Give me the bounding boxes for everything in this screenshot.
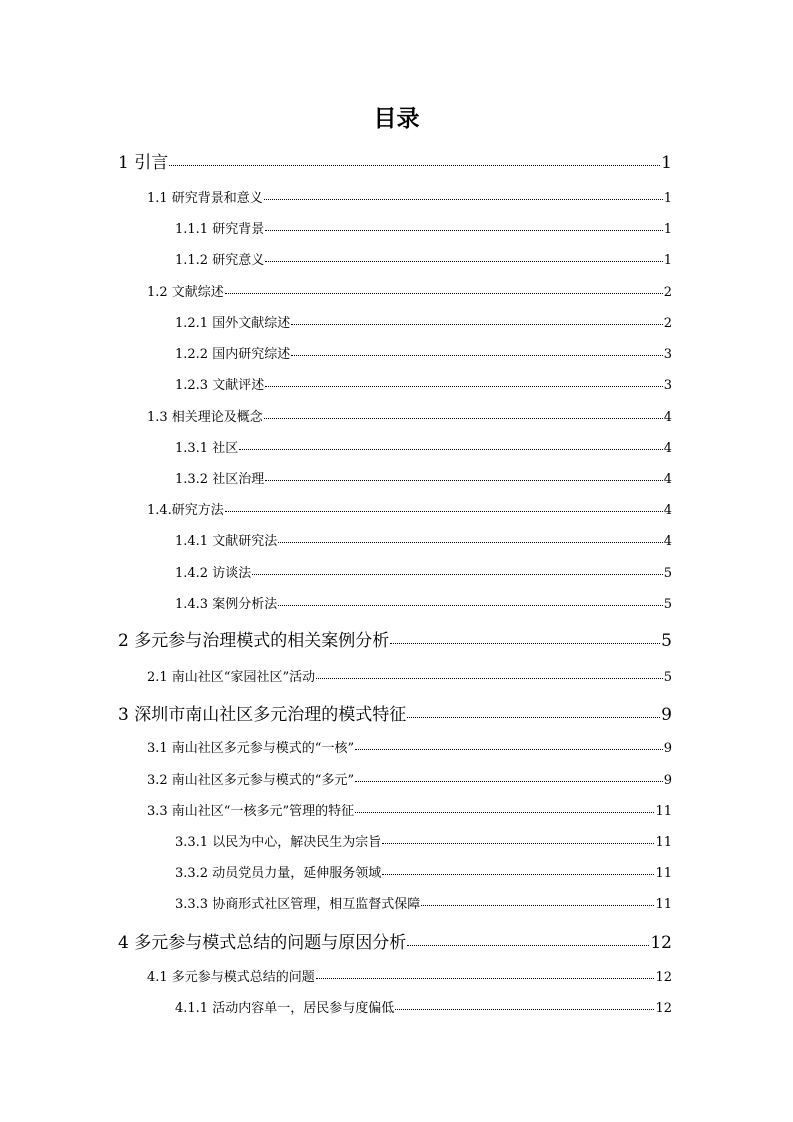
toc-entry-label: 2 多元参与治理模式的相关案例分析 <box>118 631 390 651</box>
toc-entry[interactable] <box>147 966 672 985</box>
toc-entry[interactable] <box>175 218 672 237</box>
toc-entry[interactable] <box>147 499 672 518</box>
toc-entry[interactable] <box>175 831 672 850</box>
toc-entry-label: 1.1 研究背景和意义 <box>147 191 263 206</box>
toc-entry-page: 2 <box>663 285 672 300</box>
toc-entry-page: 5 <box>661 631 672 651</box>
toc-entry-page: 3 <box>663 347 672 362</box>
toc-entry-label: 2.1 南山社区“家园社区”活动 <box>147 670 316 685</box>
toc-leader-dots <box>278 533 663 543</box>
toc-entry-page: 9 <box>663 741 672 756</box>
toc-leader-dots <box>169 153 660 166</box>
toc-entry-page: 5 <box>663 597 672 612</box>
toc-leader-dots <box>291 346 663 356</box>
toc-entry[interactable] <box>175 343 672 362</box>
toc-entry[interactable] <box>147 769 672 788</box>
toc-leader-dots <box>355 740 663 750</box>
toc-entry-page: 4 <box>663 410 672 425</box>
toc-leader-dots <box>264 190 663 200</box>
toc-entry-label: 1.3 相关理论及概念 <box>147 410 263 425</box>
toc-leader-dots <box>265 252 663 262</box>
toc-entry-page: 2 <box>663 316 672 331</box>
toc-entry-page: 9 <box>661 705 672 725</box>
toc-entry-page: 1 <box>661 153 672 173</box>
toc-entry-label: 3.1 南山社区多元参与模式的“一核” <box>147 741 355 756</box>
toc-entry[interactable] <box>118 148 672 173</box>
toc-entry-label: 3.3 南山社区“一核多元”管理的特征 <box>147 804 355 819</box>
toc-entry-label: 1.4.2 访谈法 <box>175 566 252 581</box>
toc-entry-page: 3 <box>663 378 672 393</box>
toc-entry-label: 4 多元参与模式总结的问题与原因分析 <box>118 933 407 953</box>
toc-entry-label: 1.4.1 文献研究法 <box>175 534 278 549</box>
toc-leader-dots <box>407 705 660 718</box>
toc-entry-label: 3.2 南山社区多元参与模式的“多元” <box>147 773 355 788</box>
toc-entry[interactable] <box>175 249 672 268</box>
toc-entry[interactable] <box>118 626 672 651</box>
toc-entry-page: 12 <box>655 970 672 985</box>
toc-leader-dots <box>355 772 663 782</box>
toc-entry-page: 9 <box>663 773 672 788</box>
toc-entry[interactable] <box>175 374 672 393</box>
toc-entry-label: 1.4.3 案例分析法 <box>175 597 278 612</box>
toc-entry-label: 1 引言 <box>118 153 169 173</box>
toc-entry[interactable] <box>175 562 672 581</box>
toc-entry[interactable] <box>175 593 672 612</box>
toc-entry[interactable] <box>175 862 672 881</box>
toc-entry-page: 12 <box>655 1001 672 1016</box>
toc-entry-page: 4 <box>663 472 672 487</box>
toc-entry-label: 3.3.3 协商形式社区管理，相互监督式保障 <box>175 897 421 912</box>
toc-entry-label: 3.3.1 以民为中心，解决民生为宗旨 <box>175 835 382 850</box>
toc-leader-dots <box>252 565 663 575</box>
toc-entry[interactable] <box>147 737 672 756</box>
toc-entry[interactable] <box>118 700 672 725</box>
toc-entry-label: 3.3.2 动员党员力量，延伸服务领域 <box>175 866 382 881</box>
toc-entry-page: 11 <box>655 804 672 819</box>
toc-entry-label: 3 深圳市南山社区多元治理的模式特征 <box>118 705 407 725</box>
toc-leader-dots <box>225 502 663 512</box>
toc-entry-page: 11 <box>655 897 672 912</box>
toc-leader-dots <box>355 803 654 813</box>
toc-entry-label: 1.2 文献综述 <box>147 285 224 300</box>
toc-entry-page: 4 <box>663 441 672 456</box>
toc-leader-dots <box>316 669 663 679</box>
toc-entry-page: 12 <box>650 933 672 953</box>
toc-leader-dots <box>407 933 649 946</box>
toc-entry-page: 4 <box>663 534 672 549</box>
toc-leader-dots <box>395 1000 654 1010</box>
toc-leader-dots <box>225 284 663 294</box>
toc-entry-page: 11 <box>655 835 672 850</box>
toc-entry-page: 1 <box>663 222 672 237</box>
toc-entry-label: 1.1.2 研究意义 <box>175 253 265 268</box>
toc-entry[interactable] <box>147 406 672 425</box>
toc-entry-label: 1.3.2 社区治理 <box>175 472 265 487</box>
toc-entry-page: 1 <box>663 191 672 206</box>
toc-entry[interactable] <box>175 437 672 456</box>
toc-entry-page: 1 <box>663 253 672 268</box>
toc-entry[interactable] <box>147 187 672 206</box>
toc-leader-dots <box>382 834 654 844</box>
toc-entry-page: 4 <box>663 503 672 518</box>
toc-entry-page: 5 <box>663 566 672 581</box>
toc-entry[interactable] <box>175 893 672 912</box>
toc-leader-dots <box>265 377 663 387</box>
toc-entry-label: 1.2.3 文献评述 <box>175 378 265 393</box>
toc-entry[interactable] <box>118 928 672 953</box>
toc-entry-label: 1.1.1 研究背景 <box>175 222 265 237</box>
toc-leader-dots <box>291 315 663 325</box>
toc-entry-label: 4.1.1 活动内容单一，居民参与度偏低 <box>175 1001 395 1016</box>
toc-title: 目录 <box>373 106 420 132</box>
toc-leader-dots <box>390 631 660 644</box>
toc-entry[interactable] <box>175 312 672 331</box>
toc-leader-dots <box>382 865 654 875</box>
toc-entry-label: 4.1 多元参与模式总结的问题 <box>147 970 315 985</box>
toc-entry-label: 1.3.1 社区 <box>175 441 239 456</box>
toc-leader-dots <box>421 896 654 906</box>
toc-entry[interactable] <box>175 468 672 487</box>
toc-entry-page: 5 <box>663 670 672 685</box>
toc-leader-dots <box>265 221 663 231</box>
toc-entry-page: 11 <box>655 866 672 881</box>
toc-entry-label: 1.2.2 国内研究综述 <box>175 347 291 362</box>
toc-entry[interactable] <box>175 997 672 1016</box>
toc-entry[interactable] <box>147 800 672 819</box>
toc-leader-dots <box>278 596 663 606</box>
toc-entry[interactable] <box>175 530 672 549</box>
toc-leader-dots <box>264 409 663 419</box>
toc-entry-label: 1.4.研究方法 <box>147 503 224 518</box>
toc-leader-dots <box>316 969 655 979</box>
toc-entry-label: 1.2.1 国外文献综述 <box>175 316 291 331</box>
toc-leader-dots <box>239 440 663 450</box>
toc-entry[interactable] <box>147 666 672 685</box>
toc-entry[interactable] <box>147 281 672 300</box>
toc-leader-dots <box>265 471 663 481</box>
